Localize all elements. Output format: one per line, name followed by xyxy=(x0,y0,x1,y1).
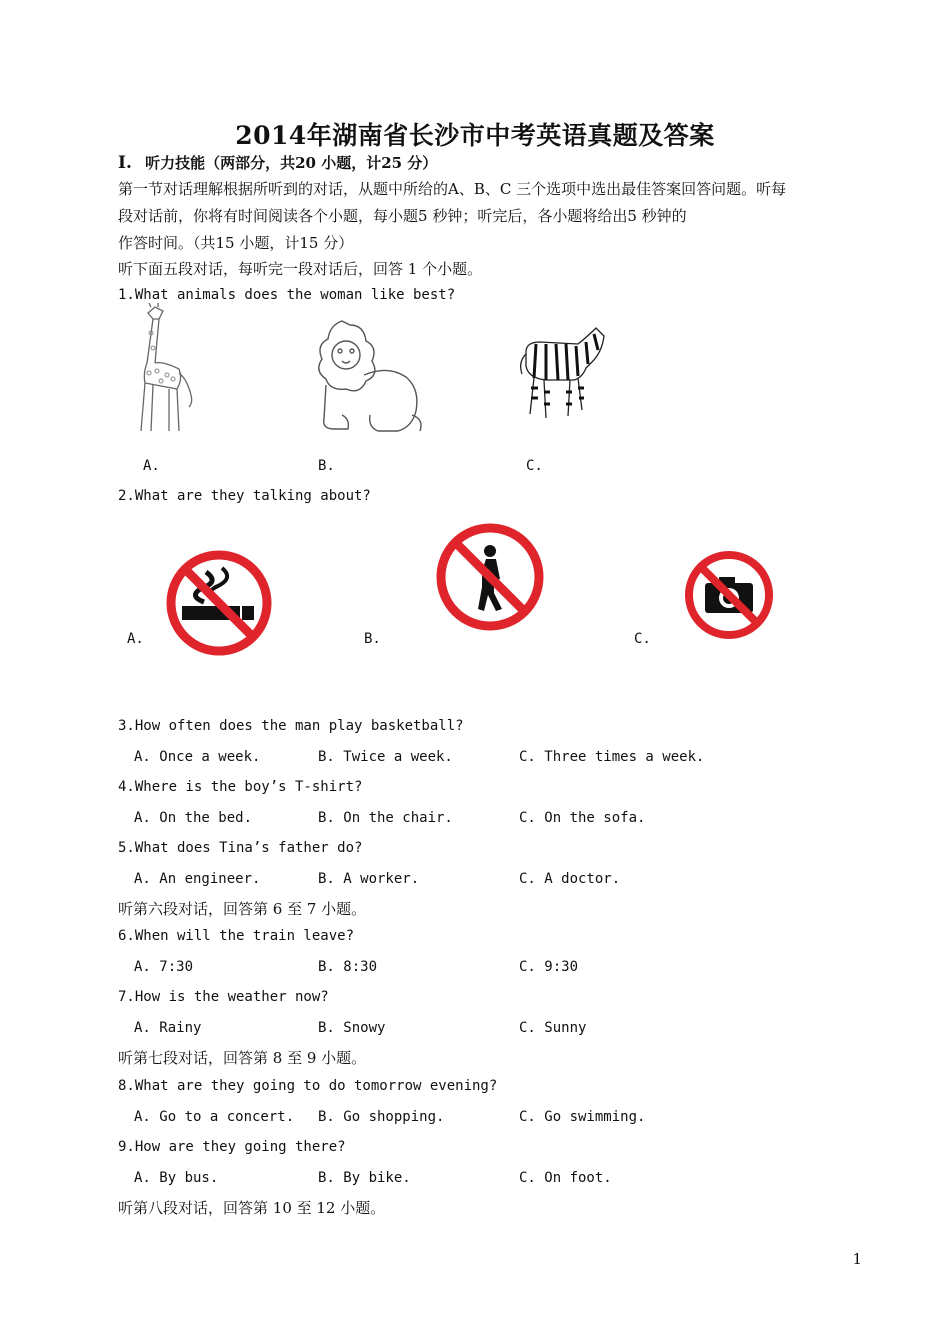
q3-option-c: C. Three times a week. xyxy=(519,749,705,765)
section-label: 听力技能（两部分，共20 小题，计25 分） xyxy=(145,154,438,172)
question-5 xyxy=(118,840,362,856)
q6-option-c: C. 9:30 xyxy=(519,959,579,975)
question-9 xyxy=(118,1139,346,1155)
question-text: What does Tina’s father do? xyxy=(134,840,363,856)
intro-line-2: 段对话前，你将有时间阅读各个小题，每小题5 秒钟；听完后，各小题将给出5 秒钟的 xyxy=(118,207,687,225)
intro-line-3: 作答时间。（共15 小题，计15 分） xyxy=(118,234,354,252)
page-title: 2014年湖南省长沙市中考英语真题及答案 xyxy=(235,121,715,150)
instruction-8: 听第七段对话，回答第 8 至 9 小题。 xyxy=(118,1049,367,1067)
question-text: Where is the boy’s T-shirt? xyxy=(134,779,363,795)
instruction-6: 听第六段对话，回答第 6 至 7 小题。 xyxy=(118,900,367,918)
q8-option-a: A. Go to a concert. xyxy=(134,1109,295,1125)
no-walking-icon xyxy=(434,521,546,633)
q1-option-a: A. xyxy=(143,458,160,474)
question-number: 9. xyxy=(118,1139,135,1155)
q9-option-c: C. On foot. xyxy=(519,1170,612,1186)
intro-line-1: 第一节对话理解根据所听到的对话，从题中所给的A、B、C 三个选项中选出最佳答案回答问题。听每 xyxy=(118,180,787,198)
q8-option-c: C. Go swimming. xyxy=(519,1109,646,1125)
question-number: 4. xyxy=(118,779,135,795)
question-1 xyxy=(118,287,455,303)
giraffe-icon xyxy=(133,303,201,437)
question-text: What animals does the woman like best? xyxy=(134,287,456,303)
q2-option-b: B. xyxy=(364,631,381,647)
q4-option-c: C. On the sofa. xyxy=(519,810,646,826)
no-camera-icon xyxy=(683,549,775,641)
q1-option-b: B. xyxy=(318,458,335,474)
q6-option-b: B. 8:30 xyxy=(318,959,378,975)
page-number: 1 xyxy=(852,1250,862,1268)
question-3 xyxy=(118,718,464,734)
section-number: Ⅰ. xyxy=(118,153,132,173)
q2-option-c: C. xyxy=(634,631,651,647)
question-number: 1. xyxy=(118,287,135,303)
section-heading xyxy=(118,152,437,173)
zebra-icon xyxy=(516,322,610,430)
intro-line-4: 听下面五段对话，每听完一段对话后，回答 1 个小题。 xyxy=(118,260,483,278)
question-7 xyxy=(118,989,329,1005)
q1-option-c: C. xyxy=(526,458,543,474)
question-number: 6. xyxy=(118,928,135,944)
question-number: 7. xyxy=(118,989,135,1005)
question-text: What are they talking about? xyxy=(134,488,371,504)
question-text: How often does the man play basketball? xyxy=(134,718,464,734)
q5-option-b: B. A worker. xyxy=(318,871,420,887)
q7-option-a: A. Rainy xyxy=(134,1020,202,1036)
q3-option-a: A. Once a week. xyxy=(134,749,261,765)
q7-option-b: B. Snowy xyxy=(318,1020,386,1036)
question-text: What are they going to do tomorrow evening? xyxy=(134,1078,498,1094)
lion-icon xyxy=(308,315,426,437)
q5-option-a: A. An engineer. xyxy=(134,871,261,887)
question-2 xyxy=(118,488,371,504)
question-8 xyxy=(118,1078,497,1094)
question-number: 8. xyxy=(118,1078,135,1094)
q8-option-b: B. Go shopping. xyxy=(318,1109,445,1125)
q5-option-c: C. A doctor. xyxy=(519,871,621,887)
question-number: 2. xyxy=(118,488,135,504)
question-text: How is the weather now? xyxy=(134,989,329,1005)
question-number: 5. xyxy=(118,840,135,856)
q4-option-b: B. On the chair. xyxy=(318,810,453,826)
q9-option-a: A. By bus. xyxy=(134,1170,219,1186)
question-number: 3. xyxy=(118,718,135,734)
q6-option-a: A. 7:30 xyxy=(134,959,194,975)
question-text: When will the train leave? xyxy=(134,928,355,944)
instruction-10: 听第八段对话，回答第 10 至 12 小题。 xyxy=(118,1199,386,1217)
question-6 xyxy=(118,928,354,944)
q7-option-c: C. Sunny xyxy=(519,1020,587,1036)
q9-option-b: B. By bike. xyxy=(318,1170,411,1186)
question-4 xyxy=(118,779,362,795)
q2-option-a: A. xyxy=(127,631,144,647)
question-text: How are they going there? xyxy=(134,1139,346,1155)
q3-option-b: B. Twice a week. xyxy=(318,749,453,765)
no-smoking-icon xyxy=(164,548,274,658)
q4-option-a: A. On the bed. xyxy=(134,810,253,826)
